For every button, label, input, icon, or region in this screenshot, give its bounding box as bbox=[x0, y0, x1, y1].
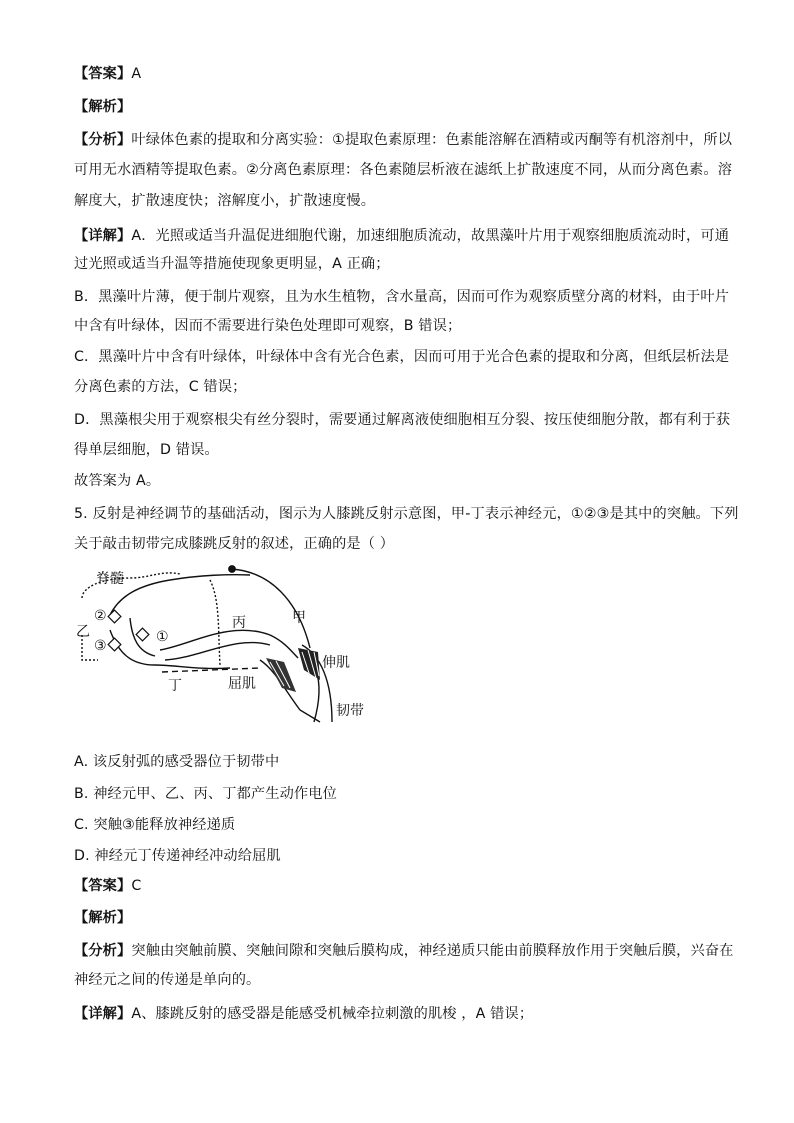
ligament-label: 韧带 bbox=[336, 703, 364, 719]
analysis-line-3: 解度大，扩散速度快；溶解度小，扩散速度慢。 bbox=[74, 193, 376, 209]
detail-line-6: 分离色素的方法，C 错误； bbox=[74, 379, 247, 395]
answer-tag-q5: 【答案】 bbox=[74, 878, 132, 894]
neuron-yi-label: 乙 bbox=[76, 624, 90, 640]
answer-value-q5: C bbox=[131, 878, 142, 894]
analysis-q5-line-2: 神经元之间的传递是单向的。 bbox=[74, 972, 261, 988]
detail-line-1 bbox=[74, 226, 730, 246]
option-c: C. 突触③能释放神经递质 bbox=[74, 817, 236, 833]
synapse-box-1 bbox=[136, 628, 149, 641]
synapse-2-label: ② bbox=[94, 608, 107, 624]
analysis-heading-q5: 【解析】 bbox=[74, 910, 132, 926]
analysis-heading: 【解析】 bbox=[74, 99, 132, 115]
extensor-muscle bbox=[298, 648, 320, 680]
analysis-line-2: 可用无水酒精等提取色素。②分离色素原理：各色素随层析液在滤纸上扩散速度不同，从而分离色素。溶 bbox=[74, 162, 733, 178]
option-a: A. 该反射弧的感受器位于韧带中 bbox=[74, 754, 280, 770]
answer-value: A bbox=[131, 66, 142, 82]
extensor-label: 伸肌 bbox=[322, 655, 350, 671]
question-5-line-1: 5. 反射是神经调节的基础活动，图示为人膝跳反射示意图，甲-丁表示神经元，①②③是其中的突触。下列 bbox=[74, 506, 739, 522]
fenxi-tag-q5: 【分析】 bbox=[74, 943, 132, 959]
xiangjie-text-q5: A、膝跳反射的感受器是能感受机械牵拉刺激的肌梭 ，A 错误； bbox=[131, 1006, 534, 1022]
detail-line-4: 中含有叶绿体，因而不需要进行染色处理即可观察，B 错误； bbox=[74, 318, 462, 334]
question-5-line-2: 关于敲击韧带完成膝跳反射的叙述，正确的是（ ） bbox=[74, 536, 395, 552]
analysis-q5-line-1 bbox=[74, 941, 734, 961]
dorsal-root-ganglion bbox=[229, 566, 235, 572]
analysis-line-1 bbox=[74, 130, 733, 150]
neuron-bing-label: 丙 bbox=[232, 615, 246, 631]
option-d: D. 神经元丁传递神经冲动给屈肌 bbox=[74, 848, 281, 864]
fenxi-text-q5: 突触由突触前膜、突触间隙和突触后膜构成，神经递质只能由前膜释放作用于突触后膜，兴奋在 bbox=[131, 943, 734, 959]
spinal-cord-label: 脊髓 bbox=[96, 571, 124, 587]
neuron-jia-label: 甲 bbox=[292, 610, 306, 626]
synapse-box-2 bbox=[108, 610, 121, 623]
fenxi-text: 叶绿体色素的提取和分离实验：①提取色素原理：色素能溶解在酒精或丙酮等有机溶剂中，所以 bbox=[131, 132, 733, 148]
neuron-ding-label: 丁 bbox=[168, 678, 182, 694]
fenxi-tag: 【分析】 bbox=[74, 132, 132, 148]
xiangjie-tag: 【详解】 bbox=[74, 228, 132, 244]
flexor-muscle bbox=[266, 658, 296, 692]
detail-line-8: 得单层细胞，D 错误。 bbox=[74, 442, 219, 458]
answer-tag: 【答案】 bbox=[74, 66, 132, 82]
detail-line-2: 过光照或适当升温等措施使现象更明显，A 正确； bbox=[74, 256, 390, 272]
grey-matter-upper bbox=[110, 575, 250, 615]
option-b: B. 神经元甲、乙、丙、丁都产生动作电位 bbox=[74, 786, 337, 802]
flexor-label: 屈肌 bbox=[228, 676, 256, 692]
conclusion-line: 故答案为 A。 bbox=[74, 473, 161, 489]
neuron-bing bbox=[160, 630, 298, 658]
knee-jerk-reflex-diagram bbox=[70, 560, 380, 725]
synapse-1-label: ① bbox=[156, 629, 169, 645]
xiangjie-text: A．光照或适当升温促进细胞代谢，加速细胞质流动，故黑藻叶片用于观察细胞质流动时，可通 bbox=[131, 228, 730, 244]
synapse-3-label: ③ bbox=[94, 638, 107, 654]
detail-line-7: D．黑藻根尖用于观察根尖有丝分裂时，需要通过解离液使细胞相互分裂、按压使细胞分散，都有利于获 bbox=[74, 412, 731, 428]
spinal-cord-outline-right bbox=[210, 580, 220, 665]
detail-line-3: B．黑藻叶片薄，便于制片观察，且为水生植物，含水量高，因而可作为观察质壁分离的材料，由于叶片 bbox=[74, 289, 730, 305]
xiangjie-tag-q5: 【详解】 bbox=[74, 1006, 132, 1022]
detail-q5-line-1 bbox=[74, 1004, 724, 1024]
detail-line-5: C．黑藻叶片中含有叶绿体，叶绿体中含有光合色素，因而可用于光合色素的提取和分离，但纸层析法是 bbox=[74, 349, 730, 365]
answer-line-q4 bbox=[74, 64, 724, 84]
answer-line-q5 bbox=[74, 876, 724, 896]
